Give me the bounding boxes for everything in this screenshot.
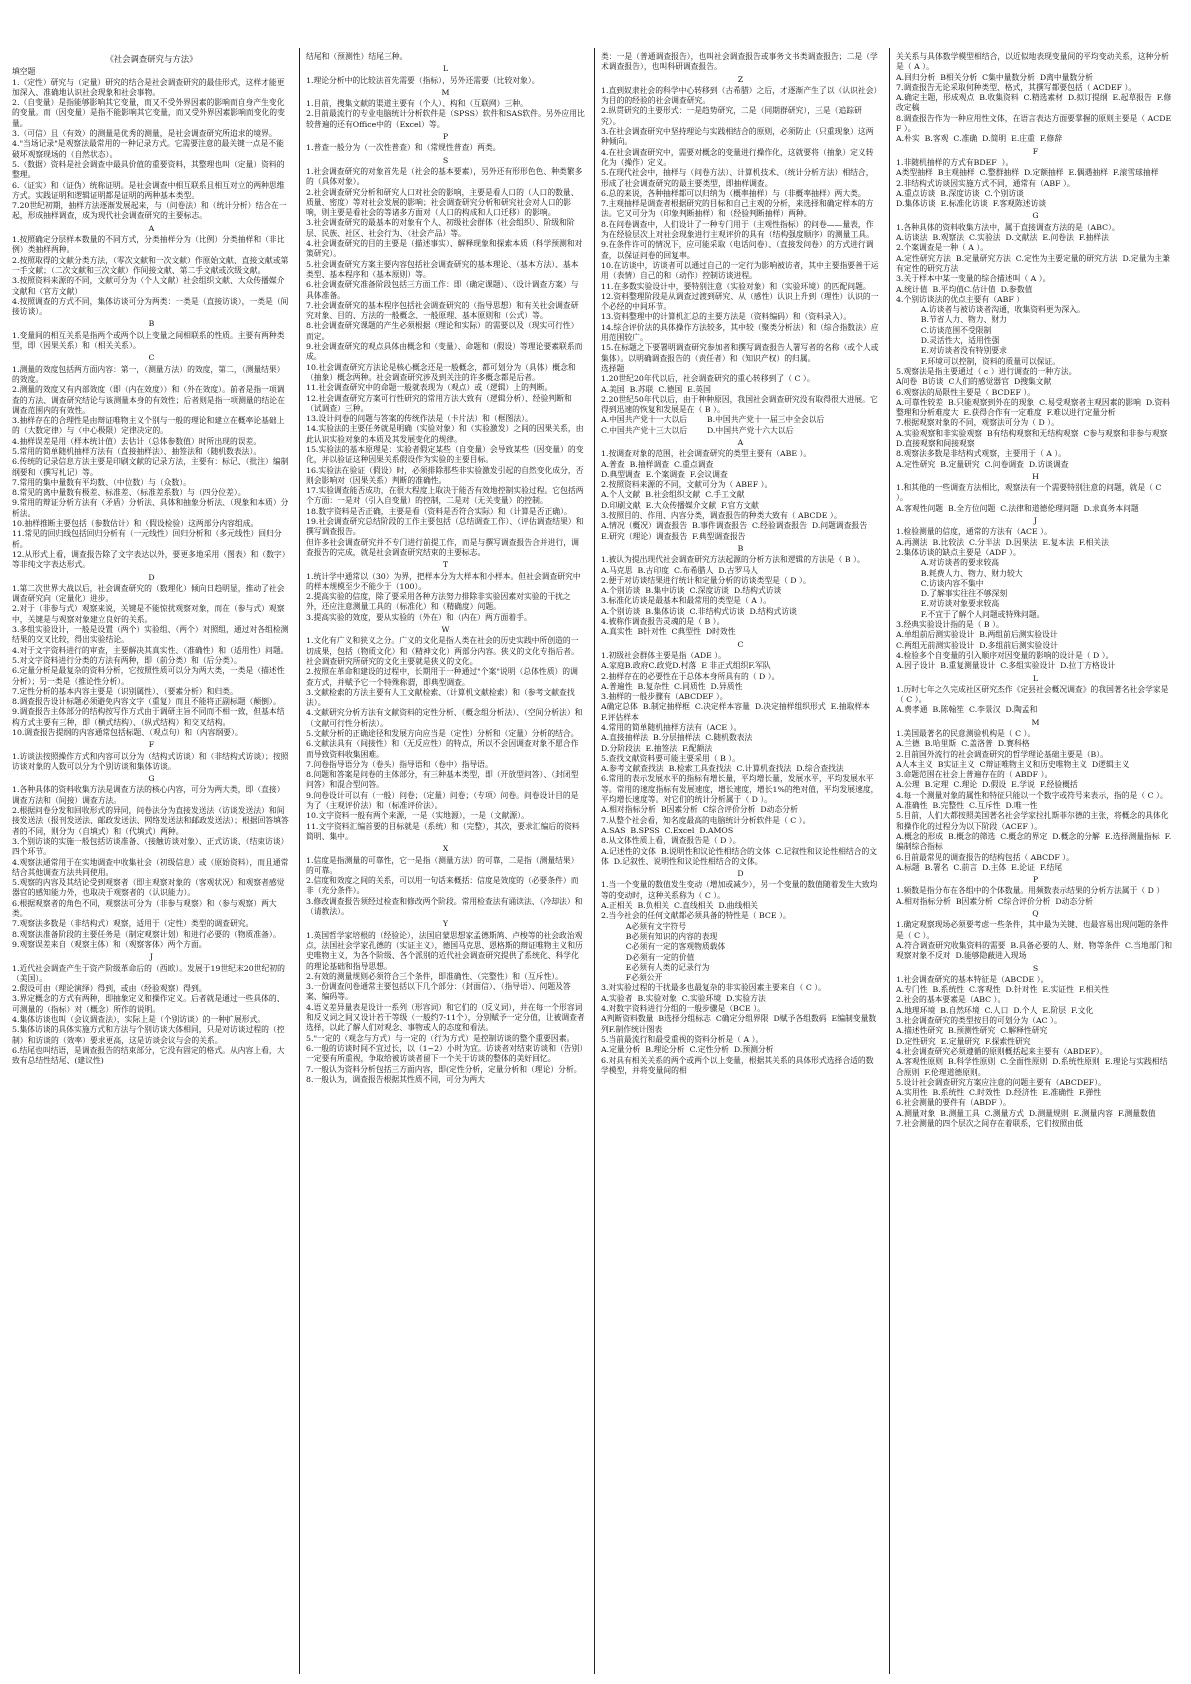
paragraph: 2.按照在革命和建设的过程中，长期用于一种通过"个案"说明（总体性质）的调查方式，并赋予它一个特殊称谓，即典型调查。: [306, 667, 578, 687]
paragraph: F.环境可以控制，资料的质量可以保证。: [896, 356, 1061, 366]
paragraph: A.个别访谈 B.集中访谈 C.深度访谈 D.结构式访谈: [601, 586, 782, 596]
paragraph: 5."一定的（观念与方式）与一定的（行为方式）是控制访谈的整个重要因素。: [306, 1033, 575, 1043]
paragraph: C.中国共产党十三大以后 D.中国共产党十六大以后: [601, 425, 794, 435]
paragraph: A.SAS B.SPSS C.Excel D.AMOS: [601, 825, 734, 835]
paragraph: A.再测法 B.比较法 C.分半法 D.因果法 E.复本法 F.相关法: [896, 537, 1109, 547]
paragraph: 6.传统的记录信息方法主要是印刷文献的记录方法，主要有：标记、（批注）编制纲要和（撰写札记）等。: [12, 457, 289, 477]
paragraph: 5.集体访谈的具体实施方式和方法与个别访谈大体相同，只是对访谈过程的（控制）和访谈的（效率）要求更高，这是访谈会议与会的关系。: [12, 1025, 285, 1045]
paragraph: 6.文献法具有（间接性）和（无反应性）的特点，所以不会因调查对象不愿合作而导致资料收集困难。: [306, 739, 579, 759]
section-letter-heading: G: [148, 774, 155, 784]
paragraph: A.个人文献 B.社会组织文献 C.手工文献: [601, 490, 745, 500]
paragraph: 7.问卷指导语分为（卷头）指导语和（卷中）指导语。: [306, 759, 493, 769]
paragraph: 6.一般的访谈时间不宜过长，以（1~2）小时为宜。访谈者对结束访谈和（告别）一定要有所重视，争取给被访谈者留下一个关于访谈的整体的美好回忆。: [306, 1043, 584, 1064]
paragraph: 1.确定观察现场必须要考虑一些条件，其中最为关键、也最容易出现问题的条件是（ C ）。: [896, 920, 1169, 940]
paragraph: 8.在问卷调查中，人们设计了一种专门用于（主观性指标）的问卷——量表，作为在经验层次上对社会现象进行主观评价的具有（结构强度顺序）的测量工具。: [601, 219, 874, 240]
paragraph: 3.一份调查问卷通常主要包括以下几个部分：（封面信）、（指导语）、问题及答案、编码等。: [306, 982, 571, 1002]
column-divider: [889, 48, 890, 1674]
paragraph: A.直接抽样法 B.分层抽样法 C.随机数表法: [601, 733, 753, 743]
section-letter-heading: P: [442, 132, 449, 142]
paragraph: 16.实验法在验证（假设）时，必须排除那些非实验激发引起的自然变化成分，否则会影响对（因果关系）判断的准确性。: [306, 465, 584, 485]
paragraph: A.参考文献查找法 B.检索工具查找法 C.计算机查找法 D.综合查找法: [601, 764, 844, 774]
paragraph: 19.社会调查研究总结阶段的工作主要包括（总结调查工作）、（评估调查结果）和撰写调查报告。: [306, 517, 584, 537]
paragraph: 5.观察的内容及其结论受到观察者（即主观察对象的（客观状况）和观察者感觉器官的感知能力外，也取决于观察者的（认识能力）。: [12, 878, 285, 898]
paragraph: 2.社会的基本要素是（ABC ）。: [896, 995, 1006, 1005]
paragraph: 8.社会调查研究课题的产生必须根据（理论和实际）的需要以及（现实可行性）而定。: [306, 321, 579, 341]
section-letter-heading: L: [442, 64, 449, 74]
section-letter-heading: D: [148, 572, 155, 582]
paragraph: 4.常用的简单随机抽样方法有（ACE ）。: [601, 723, 742, 732]
paragraph: 6.总的来说，各种抽样都可以归纳为（概率抽样）与（非概率抽样）两大类。: [601, 188, 866, 198]
paragraph: A确定总体 B.制定抽样框 C.决定样本容量 D.决定抽样组织形式 E.抽取样本 F.评估样本: [601, 702, 875, 722]
paragraph: 2.提高实验的信度，除了要采用各种方法努力排除非实验因素对实验的干扰之外，还应注意测量工具的（标准化）和（精确度）问题。: [306, 592, 571, 612]
column-divider: [299, 48, 300, 1674]
paragraph: 7.社会调查研究的基本程序包括社会调查研究的（指导思想）和有关社会调查研究对象、目的、方法的一般概念、一般原理、基本原则和（公式）等。: [306, 300, 579, 321]
paragraph: A.实验者 B.实验对象 C.实验环境 D.实验方法: [601, 993, 766, 1003]
paragraph: 5.社会调查研究方案主要内容包括社会调查研究的基本理论、（基本方法）、基本类型、基本程序和（基本原则）等。: [306, 259, 579, 279]
paragraph: 2.有效的测量规则必须符合三个条件，即准确性、（完整性）和（互斥性）。: [306, 971, 563, 981]
column-divider: [594, 48, 595, 1674]
paragraph: 4.被称作调查报告灵魂的是（ B ）。: [601, 617, 725, 627]
paragraph: 6.社会调查研究准备阶段包括三方面工作：即（确定课题）、（设计调查方案）与具体准备。: [306, 280, 579, 300]
paragraph: 1.英国哲学家培根的（经验论），法国启蒙思想家孟德斯鸠、卢梭等的社会政治观点，法国社会学家孔德的（实证主义），德国马克思、恩格斯的辩证唯物主义和历史唯物主义，为各个阶级、各个派别的近代社会调查研究提供了系统化、科学化的理论基础和指导思想。: [306, 930, 583, 971]
paragraph: 9.社会调查研究的观点具体由概念和（变量）、命题和（假设）等理论要素联系而成。: [306, 342, 583, 362]
paragraph: 15.在标题之下要署明调查研究参加者和撰写调查报告人署写者的名称（或个人或集体）。以明确调查报告的（责任者）和（知识产权）的归属。: [601, 343, 879, 363]
paragraph: 8.问题和答案是问卷的主体部分，有三种基本类型，即（开放型问答）、（封闭型问答）和混合型问答。: [306, 770, 579, 790]
paragraph: A.描述性研究 B.预测性研究 C.解释性研究: [896, 1026, 1048, 1036]
paragraph: 7.20世纪初期，抽样方法逐渐发展起来，与（问卷法）和（统计分析）结合在一起，形成抽样调查，成为现代社会调查研究的主要标志。: [12, 201, 287, 221]
paragraph: A.统计值 B.平均值C.估计值 D.参数值: [896, 284, 1033, 294]
paragraph: 1.近代社会调查产生于资产阶级革命后的（西欧）。发展于19世纪末20世纪初的（美国）。: [12, 963, 285, 983]
paragraph: 1.历时七年之久完成社区研究杰作《定县社会概况调查》的我国著名社会学家是（ C ）。: [896, 684, 1169, 705]
paragraph: A.家庭B.政府C.政党D.村落 E 非正式组织F.军队: [601, 661, 771, 671]
paragraph: A.费孝通 B.陈翰笙 C.李景汉 D.陶孟和: [896, 705, 1038, 715]
paragraph: D.了解事实往往不够深刻: [896, 589, 1008, 599]
paragraph: 1.理论分析中的比较法首先需要（指标），另外还需要（比较对象）。: [306, 75, 540, 85]
paragraph: 10.在访谈中，访谈者可以通过自己的一定行为影响被访者，其中主要指要善于运用（表情）自己的和（动作）控制访谈进程。: [601, 260, 879, 281]
paragraph: 7.常用的集中量数有平均数、（中位数）与（众数）。: [12, 477, 191, 487]
paragraph: 2.便于对访谈结果进行统计和定量分析的访谈类型是（ D ）。: [601, 575, 811, 585]
paragraph: 4.在社会调查研究中，需要对概念的变量进行操作化，这就要将（抽象）定义转化为（操作）定义。: [601, 147, 874, 167]
paragraph: 4.对数字资料进行分组的一般步骤是（BCE ）。: [601, 1004, 765, 1014]
paragraph: 14.综合评价法的具体操作方法较多，其中较（聚类分析法）和（综合指数法）应用范围较广。: [601, 322, 879, 343]
paragraph: A.公理 B.定理 C.理论 D.假设 E.学说 F.经验概括: [896, 780, 1078, 790]
paragraph: D.分阶段法 E.抽签法 F.配额法: [601, 743, 713, 753]
paragraph: 10.社会调查研究方法论是核心概念还是一般概念，都可划分为（具体）概念和（抽象）概念两种。社会调查研究涉及到关注的许多概念都是后者。: [306, 362, 576, 382]
section-letter-heading: F: [1032, 146, 1039, 156]
paragraph: 3.标准化访谈是最基本和最常用的类型是（ A ）。: [601, 596, 772, 606]
paragraph: 1.目前，搜集文献的渠道主要有（个人）、构和（互联网）三种。: [306, 99, 528, 109]
paragraph: A.相对指标分析 B因素分析 C综合评价分析 D动态分析: [601, 805, 798, 815]
paragraph: A人本主义 B实证主义 C辩证唯物主义和历史唯物主义 D逻辑主义: [896, 759, 1130, 769]
section-letter-heading: C: [148, 353, 155, 363]
paragraph: 7.从整个社会看，知名度最高的电脑统计分析软件是（ C ）。: [601, 815, 811, 825]
paragraph: 2.（自变量）是指能够影响其它变量，而又不受外界因素的影响而自身产生变化的变量。而（因变量）是指不能影响其它变量，而又受外界因素影响而变化的变量。: [12, 98, 285, 128]
paragraph: D.灵活性大，适用性强: [896, 336, 1000, 346]
paragraph: 4.抽样误差是用（样本统计值）去估计（总体参数值）时所出现的误差。: [12, 436, 262, 446]
paragraph: 2.信度和效度之间的关系，可以用一句话来概括：信度是效度的（必要条件）而非（充分条件）。: [306, 876, 579, 896]
paragraph: D.集体访谈 E.标准化访谈 F.客观陈述访谈: [896, 199, 1047, 209]
paragraph: 4.对于文字资料进行的审查，主要解决其真实性、（准确性）和（适用性）问题。: [12, 645, 289, 655]
paragraph: 11.常见的回归线包括回归分析有（一元线性）回归分析和（多元线性）回归分析。: [12, 529, 282, 549]
paragraph: 5.常用的简单随机抽样方法有（直接抽样法）、抽签法和（随机数表法）。: [12, 446, 262, 456]
paragraph: 8.观察法准备阶段的主要任务是（制定观察计划）和进行必要的（物质准备）。: [12, 929, 281, 939]
paragraph: 1.社会调查研究的对象首先是（社会的基本要素），另外还有形形色色、种类繁多的（具体对象）。: [306, 166, 583, 187]
paragraph: 1.（定性）研究与（定量）研究的结合是社会调查研究的最佳形式，这样才能更加深入、准确地认识社会现象和社会事物。: [12, 77, 285, 97]
paragraph: 7.社会测量的四个层次之间存在着联系，它们按照由低: [896, 1118, 1083, 1128]
paragraph: 1.频数是指分布在各组中的个体数量。用频数表示结果的分析方法属于（ D ）: [896, 886, 1165, 896]
paragraph: E必须有人类的记录行为: [601, 962, 710, 972]
paragraph: 13.资料整理中的计算机汇总的主要方法是（资料编码）和（资料录入）。: [601, 312, 852, 322]
paragraph: 12.从形式上看，调查报告除了文字表达以外，要更多地采用（图表）和（数字）等非纯文字表达形式。: [12, 549, 290, 570]
paragraph: 18.数字资料是否正确，主要是看（资料是否符合实际）和（计算是否正确）。: [306, 506, 572, 516]
paragraph: D.典型调查 E.个案调查 F.会议调查: [601, 469, 728, 479]
paragraph: A.单组前后测实验设计 B.两组前后测实验设计: [896, 630, 1058, 640]
paragraph: A.定性研究 B.定量研究 C.问卷调查 D.访谈调查: [896, 459, 1069, 469]
paragraph: 1.文化有广义和狭义之分。广义的文化是指人类在社会的历史实践中所创造的一切成果，包括（物质文化）和（精神文化）两部分内容。狭义的文化专指后者。社会调查研究所研究的文化主要就是狭义的文化。: [306, 636, 579, 666]
paragraph: A.普遍性 B.复杂性 C.同质性 D.异质性: [601, 681, 743, 691]
paragraph: 8.从文体性质上看，调查报告是（ D ）。: [601, 836, 741, 846]
paragraph: 1.和其他的一些调查方法相比，观察法有一个需要特别注意的问题，就是（ C ）。: [896, 483, 1164, 503]
paragraph: 1.20世纪20年代以后，社会调查研究的重心转移到了（ C ）。: [601, 374, 815, 384]
paragraph: 1.第二次世界大战以后，社会调查研究的（数理化）倾向日趋明显，推动了社会调查研究向（定量化）进步。: [12, 583, 285, 604]
paragraph: A.朴实 B.客观 C.准确 D.简明 E.庄重 F.修辞: [896, 134, 1063, 144]
text-column-2: [306, 52, 585, 1674]
paragraph: B必须有知识的内容的表现: [601, 931, 718, 941]
paragraph: 1.按照确定分层样本数量的不同方式，分类抽样分为（比例）分类抽样和（非比例）类抽样两种。: [12, 235, 285, 255]
text-column-3: [601, 52, 880, 1674]
section-letter-heading: W: [441, 625, 450, 635]
paragraph: 15.实验法的基本原理是：实验者假定某些（自变量）会导致某些（因变量）的变化，并以验证这种因果关系假设作为实验的主要目标。: [306, 444, 584, 465]
paragraph: A.回归分析 B相关分析 C集中量数分析 D离中量数分析: [896, 72, 1093, 82]
paragraph: 5.对文字资料进行分类的方法有两种，即（前分类）和（后分类）。: [12, 655, 242, 665]
document-title: 《社会调查研究与方法》: [105, 54, 198, 64]
section-letter-heading: X: [442, 844, 449, 854]
paragraph: A.可靠性较差 B.只能观察到外在的现象 C.易受观察者主观因素的影响 D.资料整理和分析难度大 E.获得合作有一定难度 F.难以进行定量分析: [896, 397, 1170, 418]
paragraph: 2.20世纪50年代以后，由于种种原因，我国社会调查研究没有取得很大进展。它得到迅速的恢复和发展是在（ B ）。: [601, 394, 878, 415]
paragraph: 2.假设可由（理论演绎）得到，或由（经验观察）得到。: [12, 984, 207, 994]
paragraph: 3.抽样的一般步骤有（ABCDEF ）。: [601, 692, 728, 702]
paragraph: 1.社会调查研究的基本特征是（ABCDE ）。: [896, 974, 1049, 984]
paragraph: 3.提高实验的效度，要从实验的（外在）和（内在）两方面着手。: [306, 612, 532, 622]
paragraph: 关关系与具体数学模型相结合，以近似地表现变量间的平均变动关系，这种分析是（ A ）。: [896, 52, 1169, 72]
paragraph: A.符合调查研究收集资料的需要 B.具备必要的人、财、物等条件 C.当地部门和观察对象不反对 D.能够隐蔽进入现场: [896, 940, 1173, 961]
paragraph: A.客观性问题 B.全方位问题 C.法律和道德伦理问题 D.求真务本问题: [896, 503, 1139, 513]
paragraph: A类型抽样 B主观抽样 C.整群抽样 D.定额抽样 E.偶遇抽样 F.滚雪球抽样: [896, 168, 1159, 178]
paragraph: E.对访谈者没有特别要求: [896, 346, 1007, 356]
paragraph: 5.在现代社会中，抽样与（问卷方法）、计算机技术、（统计分析方法）相结合，形成了社会调查研究的最主要类型，即抽样调查。: [601, 168, 874, 188]
paragraph: 6.观察法的局限性主要是（ BCDEF ）。: [896, 387, 1036, 397]
paragraph: A.真实性 B针对性 C典型性 D时效性: [601, 627, 736, 637]
paragraph: A必须有文字符号: [601, 921, 687, 931]
paragraph: D.定性研究 E.定量研究 F.探索性研究: [896, 1036, 1031, 1046]
paragraph: A.正相关 B.负相关 C.直线相关 D.曲线相关: [601, 901, 758, 911]
paragraph: 4.个别访谈法的优点主要有（ABF ）: [896, 294, 1025, 304]
paragraph: 9.常用的辩证分析方法有（矛盾）分析法、具体和抽象分析法、（现象和本质）分析法。: [12, 498, 289, 518]
paragraph: C.两组无前测实验设计 D.多组前后测实验设计: [896, 640, 1058, 650]
paragraph: 1.信度是指测量的可靠性，它一是指（测量方法）的可靠，二是指（测量结果）的可靠。: [306, 855, 579, 875]
paragraph: 6.对具有相关关系的两个或两个以上变量，根据其关系的具体形式选择合适的数学模型，并将变量间的相: [601, 1055, 874, 1075]
paragraph: 7.调查报告无论采取何种类型、格式，其撰写都要包括（ ACDEF ）。: [896, 82, 1137, 92]
paragraph: 8.观察法多数是非结构式观察，主要用于（ A ）。: [896, 449, 1067, 459]
paragraph: 3.按照资料来源的不同，文献可分为（个人文献）社会组织文献、大众传播媒介文献和（官方文献）: [12, 276, 285, 296]
paragraph: 10.调查报告提纲的内容通常包括标题、（观点句）和（内容纲要）。: [12, 728, 243, 737]
paragraph: 7.根据观察对象的不同，观察法可分为（ D ）。: [896, 418, 1059, 428]
paragraph: 4.每一个测量对象的属性和特征只能以一个数字或符号来表示，指的是（ C ）。: [896, 790, 1168, 800]
paragraph: 4.社会调查研究的目的主要是（描述事实）、解释现象和探索本质（科学预测和对策研究）。: [306, 239, 583, 259]
text-column-4: [896, 52, 1175, 1674]
paragraph: A.确定主题，形成观点 B.收集资料 C.精选素材 D.拟订提纲 E.起草报告 F.修改定稿: [896, 93, 1172, 113]
paragraph: 14.实验法的主要任务就是明确（实验对象）和（实验激发）之间的因果关系，由此认识实验对象的本质及其发展变化的规律。: [306, 424, 584, 444]
paragraph: 2.当今社会的任何文献都必须具备的特性是（ BCE ）。: [601, 911, 791, 921]
paragraph: 9.问卷设计可以有（一般）问卷；（定量）问卷；（专项）问卷。问卷设计目的是为了（主观评价法）和（标准评价法）。: [306, 790, 579, 811]
paragraph: A.兰德 B.哈里斯 C.盖洛普 D.赛科格: [896, 739, 1030, 749]
paragraph: 1.测量的效度包括两方面内容：第一，（测量方法）的效度，第二，（测量结果）的效度。: [12, 364, 285, 384]
paragraph: 9.在条件许可的情况下，应可能采取（电话问卷）、（直接发问卷）的方式进行调查，以保证问卷的回复率。: [601, 240, 874, 260]
paragraph: 8.调查报告设计标题必须避免内容文字（重复）而且不能将正副标题（颠倒）。: [12, 697, 281, 707]
paragraph: 1.初级社会群体主要是指（ADE ）。: [601, 650, 726, 660]
paragraph: A.个别访谈 B.集体访谈 C.非结构式访谈 D.结构式访谈: [601, 606, 797, 616]
paragraph: 2.按照资料来源的不同，文献可分为（ ABEF ）。: [601, 480, 773, 490]
section-letter-heading: D: [737, 869, 744, 879]
paragraph: 10.文字资料一般有两个来源，一是（实地源），一是（文献源）。: [306, 811, 529, 821]
paragraph: 2.按照取得的文献分类方法，（零次文献和一次文献）作原始文献、直接文献或第一手文献；（二次文献和三次文献）作间接文献、第二手文献或次级文献。: [12, 255, 289, 275]
paragraph: 2.目前最流行的专业电脑统计分析软件是（SPSS）软件和SAS软件。另外应用比较普遍的还有Office中的（Excel）等。: [306, 109, 585, 129]
paragraph: A.实验观察和非实验观察 B有结构观察和无结构观察 C参与观察和非参与观察 D.直接观察和间接观察: [896, 428, 1173, 448]
paragraph: 2.个案调查是一种（ A ）。: [896, 243, 989, 253]
paragraph: A.情况（概况）调查报告 B.事件调查报告 C.经验调查报告 D.问题调查报告 E.研究（理论）调查报告 F.典型调查报告: [601, 521, 873, 541]
paragraph: 3.修改调查报告须经过检查和修改两个阶段。常用检查法有诵读法、（冷却法）和（请教法）。: [306, 896, 583, 917]
paragraph: 4.观察法通常用于在实地调查中收集社会（初级信息）或（原始资料），而且通常结合其他调查方法共同使用。: [12, 857, 289, 877]
paragraph: 2.集体访谈的缺点主要是（ADF ）。: [896, 547, 1021, 557]
paragraph: 5.设计社会调查研究方案应注意的问题主要有（ABCDEF）。: [896, 1077, 1106, 1087]
paragraph: A.访谈者与被访谈者沟通，收集资料更为深入。: [896, 305, 1085, 315]
paragraph: 4.按照调查的方式不同，集体访谈可分为两类：一类是（直接访谈），一类是（间接访谈）。: [12, 296, 289, 317]
paragraph: 6.根据观察者的角色不同，观察法可分为（非参与观察）和（参与观察）两大类。: [12, 898, 277, 919]
paragraph: 5.（数据）资料是社会调查中最具价值的重要资料，其整理也叫（定量）资料的整理。: [12, 159, 285, 180]
paragraph: 3.命题范围在社会上普遍存在的（ ABDF ）。: [896, 770, 1053, 780]
section-letter-heading: L: [1032, 673, 1039, 683]
paragraph: 7.一般认为资料分析包括三方面内容，即(定性分析，定量分析和（理论）分析。: [306, 1064, 582, 1074]
paragraph: 1.美国最著名的民意测验机构是（ C ）。: [896, 729, 1036, 738]
section-letter-heading: S: [1032, 963, 1039, 973]
paragraph: A.地理环境 B.自然环境 C.人口 D.个人 E.阶层 F.文化: [896, 1005, 1094, 1015]
paragraph: 3.抽样存在的合理性是由辩证唯物主义个别与一般的理论和建立在概率论基础上的（大数定律）与（中心极限）定律决定的。: [12, 416, 285, 436]
paragraph: A.定量分析 B.理论分析 C.定性分析 D.预测分析: [601, 1045, 774, 1055]
paragraph: 3.社会调查研究的最基本的对象有个人、初级社会群体（社会组织）、阶级和阶层、民族、社区、社会行为、（社会产品）等。: [306, 218, 575, 238]
paragraph: A.标题 B.署名 C.前言 D.主体 E.论证 F.结尾: [896, 862, 1063, 872]
paragraph: 6.社会测量的要件有（ABDF ）。: [896, 1098, 1011, 1108]
paragraph: A.因子设计 B.重复测量设计 C.多组实验设计 D.拉丁方格设计: [896, 661, 1116, 671]
paragraph: 9.调查报告主体部分的结构按写作方式由于调研主旨不同而不相一致，但基本结构方式主要有三种，即（横式结构）、（纵式结构）和交叉结构。: [12, 707, 285, 727]
paragraph: 3.界定概念的方式有两种，即抽象定义和操作定义。后者就是通过一些具体的、可测量的（指标）对（概念）所作的说明。: [12, 994, 285, 1014]
paragraph: 4.社会调查研究必须遵循的原则概括起来主要有（ABDEF）。: [896, 1046, 1108, 1056]
section-letter-heading: F: [148, 740, 155, 750]
paragraph: 10.抽样推断主要包括（参数估计）和（假设检验）这两部分内容组成。: [12, 519, 259, 529]
paragraph: A.概念的形成 B.概念的筛选 C.概念的界定 D.概念的分解 E.选择测量指标 F.编制综合指标: [896, 831, 1172, 852]
section-letter-heading: Y: [442, 919, 449, 929]
paragraph: 9.观察误差来自（观察主体）和（观察客体）两个方面。: [12, 939, 207, 949]
section-letter-heading: A: [737, 437, 744, 447]
paragraph: 2.社会调查研究分析和研究人口对社会的影响，主要是看人口的（人口的数量、质量、密度）等对社会发展的影响；社会调查研究分析和研究社会对人口的影响，则主要是看社会的等诸多方面对（人口的构成和人口迁移）的影响。: [306, 187, 579, 218]
paragraph: A.相对指标分析 B因素分析 C综合评价分析 D动态分析: [896, 896, 1093, 906]
paragraph: 7.主观抽样是调查者根据研究的目标和自己主观的分析，来选择和确定样本的方法。它又可分为（印象判断抽样）和（经验判断抽样）两种。: [601, 199, 874, 219]
section-letter-heading: S: [442, 155, 449, 165]
paragraph: 2.纵贯研究的主要形式：一是趋势研究，二是（同期群研究），三是（追踪研究）。: [601, 106, 862, 126]
section-letter-heading: B: [737, 543, 744, 553]
paragraph: 2.非结构式访谈因实施方式不同，通常有（ABF ）。: [896, 178, 1075, 188]
paragraph: 2.目前国外流行的社会调查研究的哲学理论基础主要是（B）。: [896, 749, 1108, 759]
paragraph: 2.根据问卷分发和回收形式的异同，问卷法分为直接发送法（访谈发送法）和间接发送法（报刊发送法、邮政发送法、网络发送法和邮政发送法）；根据回答填答者的不同，则分为（自填式）和（代填式）两种。: [12, 806, 289, 836]
paragraph: 填空题: [12, 67, 36, 77]
section-letter-heading: Q: [1032, 909, 1039, 919]
section-letter-heading: B: [148, 319, 155, 329]
paragraph: 6.目前最常见的调查报告的结构包括（ ABCDF ）。: [896, 852, 1074, 862]
paragraph: 3.按照目的、作用、内容分类，调查报告的种类大致有（ ABCDE ）。: [601, 511, 842, 521]
paragraph: 4.检验多个自变量的引入顺序对因变量的影响的设计是（ D ）。: [896, 650, 1114, 660]
paragraph: D.印刷文献 E.大众传播媒介文献 F.官方文献: [601, 500, 759, 510]
paragraph: F.不宜于了解个人问题或特殊问题。: [896, 609, 1045, 619]
paragraph: B.耗费人力、物力、财力较大: [896, 568, 1023, 578]
paragraph: 2.对于（非参与式）观察来说，关键是不能惊扰观察对象，而在（参与式）观察中，关键是与观察对象建立良好的关系。: [12, 604, 285, 624]
paragraph: A.专门性 B.系统性 C.客观性 D.针对性 E.实证性 F.相关性: [896, 985, 1109, 995]
paragraph: A.定性研究方法 B.定量研究方法 C.定性为主要定量的研究方法 D.定量为主兼有定性的研究方法: [896, 253, 1170, 273]
paragraph: A判断资料数量 B选择分组标志 C确定分组界限 D赋予各组数码 E编制变量数列F.制作统计图表: [601, 1014, 877, 1034]
paragraph: 5.文献分析的正确途径和发展方向应当是（定性）分析和（定量）分析的结合。: [306, 729, 579, 738]
paragraph: A.对访谈者的要求较高: [896, 558, 1000, 568]
paragraph: 11.文字资料汇编首要的目标就是（系统）和（完整），其次，要求汇编后的资料简明、集中。: [306, 821, 580, 841]
paragraph: F必须公开: [601, 973, 663, 983]
paragraph: 12.资料整理阶段是从调查过渡到研究、从（感性）认识上升到（理性）认识的一个必经的中间环节。: [601, 291, 879, 312]
paragraph: 6.定量分析是最复杂的资料分析，它按照性质可以分为两大类，一类是（描述性分析）；另一类是（推论性分析）。: [12, 666, 285, 686]
paragraph: 5.观察法是指主要通过（ c ）进行调查的一种方法。: [896, 366, 1077, 376]
paragraph: 1.访谈法按照操作方式和内容可以分为（结构式访谈）和（非结构式访谈）；按照访谈对象的人数可以分为个别访谈和集体访谈。: [12, 751, 289, 771]
paragraph: 3.关于样本中某一变量的综合描述叫（ A ）。: [896, 274, 1051, 284]
section-letter-heading: G: [1032, 211, 1039, 221]
paragraph: 3.社会调查研究的类型按目的可划分为（AC ）。: [896, 1016, 1062, 1026]
paragraph: D必须有一定的价值: [601, 952, 695, 962]
paragraph: 1.各种具体的资料收集方法是调查方法的核心内容，可分为两大类，即（直接）调查方法和（间接）调查方法。: [12, 785, 285, 805]
paragraph: C.访谈内容不集中: [896, 578, 984, 588]
paragraph: A.美国 B.苏联 C.德国 E.英国: [601, 384, 711, 394]
paragraph: 1.统计学中通常以（30）为界，把样本分为大样本和小样本。但社会调查研究中的样本规模至少不能少于（100）。: [306, 571, 581, 591]
paragraph: 1.各种具体的资料收集方法中，属于直接调查方法的是（ABC）。: [896, 222, 1120, 232]
paragraph: C必须有一定的客观物质载体: [601, 942, 726, 952]
paragraph: 7.定性分析的基本内容主要是（识别属性）、（要素分析）和归类。: [12, 686, 238, 696]
paragraph: 4."当场记录"是观察法最常用的一种记录方式。它需要注意的最关键一点是不能破坏观察现场的（自然状态）。: [12, 139, 284, 159]
paragraph: 结尾和（预测性）结尾三种。: [306, 52, 408, 61]
paragraph: 类：一是（普通调查报告），也叫社会调查报告或事务文书类调查报告；二是（学术调查报告），也叫科研调查报告。: [601, 52, 878, 72]
paragraph: A.客观性原则 B.科学性原则 C.全面性原则 D.系统性原则 E.理论与实践相结合原则 F.伦理道德原则。: [896, 1057, 1168, 1077]
paragraph: 4.语义差异量表是设计一系列（形容词）和它们的（反义词），并在每一个形容词和反义词之间又设计若干等级（一般约7-11个），分别赋予一定分值，让被调查者选择，以此了解人们对观念、事物或人的态度和看法。: [306, 1002, 585, 1033]
section-letter-heading: C: [737, 639, 744, 649]
paragraph: 3.（可信）且（有效）的测量是优秀的测量，是社会调查研究所追求的境界。: [12, 129, 277, 139]
paragraph: 3.在社会调查研究中坚持理论与实践相结合的原则，必须防止（只重现象）这两种倾向。: [601, 127, 874, 147]
paragraph: 6.常用的表示发展水平的指标有增长量，平均增长量，发展水平，平均发展水平等。常用的速度指标有发展速度，增长速度，增长1%的绝对值，平均发展速度，平均增长速度等。对它们的统计分析属于（ D ）。: [601, 774, 879, 805]
paragraph: C.访谈范围不受限制: [896, 325, 992, 335]
paragraph: 6.结尾也叫结语，是调查报告的结束部分，它没有固定的格式。从内容上看，大致有总结性结尾、(建议性): [12, 1045, 285, 1066]
section-letter-heading: Z: [737, 74, 744, 84]
paragraph: 4.文献研究分析方法有文献资料的定性分析、（概念组分析法）、（空间分析法）和（文献可行性分析法）。: [306, 708, 583, 728]
paragraph: 1.被认为提出现代社会调查研究方法起源的分析方法和逻辑的方法是（ B ）。: [601, 555, 865, 565]
paragraph: 17.实验调查能否成功，在很大程度上取决于能否有效地控制实验过程。它包括两个方面：一是对（引入自变量）的控制，二是对（无关变量）的控制。: [306, 486, 584, 506]
paragraph: 8.常见的离中量数有极差、标准差、（标准差系数）与（四分位差）。: [12, 488, 246, 498]
section-letter-heading: J: [149, 952, 154, 962]
text-column-1: [12, 52, 291, 1674]
section-letter-heading: J: [1033, 516, 1038, 526]
paragraph: A.记述性的文体 B.说明性和议论性相结合的文体 C.记叙性和议论性相结合的文体 D.记叙性、说明性和议论性相结合的文体。: [601, 846, 878, 866]
paragraph: A.测量对象 B.测量工具 C.测量方式 D.测量规则 E.测量内容 F.测量数值: [896, 1108, 1156, 1118]
paragraph: 13.设计问卷的问题与答案的传统作法是（卡片法）和（框图法）。: [306, 414, 533, 424]
paragraph: 1.检验测量的信度，通常的方法有（ACE ）。: [896, 527, 1052, 537]
paragraph: 1.直到奴隶社会的科学中心转移到（古希腊）之后，才逐渐产生了以（认识社会）为目的的经验的社会调查研究。: [601, 85, 878, 106]
paragraph: A.马克思 B.古印度 C.布希腊人 D.古罗马人: [601, 565, 758, 575]
paragraph: 选择题: [601, 363, 625, 373]
paragraph: 11.在多数实验设计中，要特别注意（实验对象）和（实验环境）的匹配问题。: [601, 281, 871, 291]
paragraph: 4.集体访谈也叫（会议调查法），实际上是（个别访谈）的一种扩展形式。: [12, 1015, 266, 1025]
paragraph: A.中国共产党十一大以后 B.中国共产党十一届三中全会以后: [601, 415, 825, 425]
paragraph: 3.经典实验设计指的是（ B ）。: [896, 620, 1004, 630]
paragraph: 5.目前，人们大都按照美国著名社会学家拉扎斯菲尔德的主张，将概念的具体化和操作化的过程分为以下阶段（ACEF ）。: [896, 811, 1169, 831]
paragraph: 7.观察法多数是（非结构式）观察，适用于（定性）类型的调查研究。: [12, 919, 254, 929]
paragraph: 5.当前最流行和最受重视的资料分析是（ A ）。: [601, 1034, 764, 1044]
paragraph: 3.文献检索的方法主要有人工文献检索、（计算机文献检索）和（参考文献查找法）。: [306, 687, 575, 708]
paragraph: 1.变量间的相互关系是指两个或两个以上变量之间相联系的性质。主要有两种类型，即（因果关系）和（相关关系）。: [12, 330, 285, 351]
section-letter-heading: A: [148, 223, 155, 233]
paragraph: 1.普查一般分为（一次性普查）和（常规性普查）两类。: [306, 143, 501, 153]
section-letter-heading: T: [442, 560, 449, 570]
paragraph: 8.调查报告作为一种应用性文体，在语言表达方面要掌握的原则主要是（ ACDEF ）。: [896, 113, 1172, 134]
paragraph: A.普查 B.抽样调查 C.重点调查: [601, 459, 714, 469]
paragraph: 1.当一个变量的数值发生变动（增加或减少），另一个变量的数值随着发生大致均等的变动时，这种关系称为（ C ）。: [601, 880, 878, 900]
paragraph: A问卷 B访谈 C人们的感觉器官 D搜集文献: [896, 377, 1052, 387]
paragraph: 2.抽样存在的必要性在于总体本身所具有的（ D ）。: [601, 671, 780, 681]
paragraph: 11.社会调查研究中的命题一般就表现为（观点）或（逻辑）上的判断。: [306, 383, 553, 393]
paragraph: B.节省人力、物力、财力: [896, 315, 1007, 325]
paragraph: 6.（证实）和（证伪）统称证明。是社会调查中相互联系且相互对立的两种思维方式。实践证明和逻辑证明都是证明的两种基本类型。: [12, 180, 285, 200]
paragraph: A.访谈法 B.观察法 C.实验法 D.文献法 E.问卷法 F.抽样法: [896, 233, 1109, 243]
paragraph: 1.非随机抽样的方式有BDEF ）。: [896, 157, 1014, 167]
paragraph: A.重点访谈 B.深度访谈 C.个别访谈: [896, 188, 1024, 198]
paragraph: A.准确性 B.完整性 C.互斥性 D.唯一性: [896, 801, 1038, 811]
paragraph: 5.查找文献资料要可能主要采用（ B ）。: [601, 753, 740, 763]
section-letter-heading: M: [1031, 717, 1040, 727]
paragraph: 3.对实验过程的干扰最多也最复杂的非实验因素主要来自（ C ）。: [601, 983, 826, 993]
paragraph: 3.多组实验设计，一般是设置（两个）实验组、（两个）对照组，通过对各组检测结果的交叉比较，得出实验结论。: [12, 625, 289, 645]
paragraph: E.对访谈对象要求较高: [896, 599, 1000, 609]
paragraph: 12.社会调查研究方案可行性研究的常用方法大致有（逻辑分析）、经验判断和（试调查）三种。: [306, 393, 572, 413]
section-letter-heading: H: [1032, 471, 1039, 481]
section-letter-heading: P: [1032, 875, 1039, 885]
section-letter-heading: M: [441, 87, 450, 97]
paragraph: 3.个别访谈的实施一般包括访谈准备、（接触访谈对象）、正式访谈、（结束访谈）四个环节。: [12, 836, 289, 857]
paragraph: A.实用性 B.系统性 C.时效性 D.经济性 E.准确性 F.弹性: [896, 1088, 1102, 1098]
paragraph: 但许多社会调查研究并不专门进行前提工作，而是与撰写调查报告合并进行，调查报告的完成，就是社会调查研究结束的主要标志。: [306, 537, 579, 557]
paragraph: 1.按调查对象的范围，社会调查研究的类型主要有（ABE ）。: [601, 449, 812, 459]
paragraph: 2.测量的效度又有内部效度（即（内在效度））和（外在效度）。前者是指一项调查的方法、调查研究结论与该测量本身的有效性；后者则是指一项测量的结论在调查范围内的有效性。: [12, 385, 285, 415]
paragraph: 8.一般认为，调查报告根据其性质不同，可分为两大: [306, 1074, 485, 1084]
